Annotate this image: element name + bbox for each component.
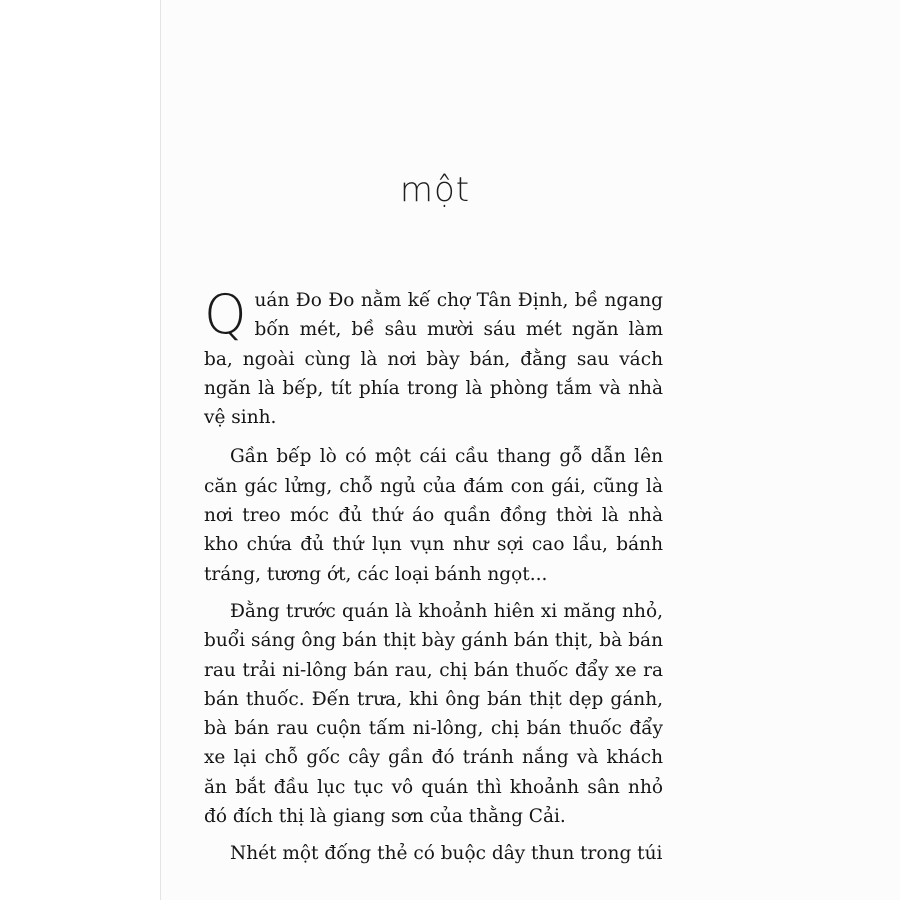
chapter-body	[204, 283, 663, 877]
paragraph-4: Nhét một đống thẻ có buộc dây thun trong túi	[230, 843, 663, 865]
paragraph-3: Đằng trước quán là khoảnh hiên xi măng nhỏ, buổi sáng ông bán thịt bày gánh bán thịt, bà bán rau trải ni-lông bán rau, chị bán thuốc đẩy xe ra bán thuốc. Đến trưa, khi ông bán thịt dẹp gánh, bà bán rau cuộn tấm ni-lông, chị bán thuốc đẩy xe lại chỗ gốc cây gần đó tránh nắng và khách ăn bắt đầu lục tục vô quán thì khoảnh sân nhỏ đó đích thị là giang sơn của thằng Cải.	[204, 600, 663, 828]
paragraph-1-text: uán Đo Đo nằm kế chợ Tân Định, bề ngang bốn mét, bề sâu mười sáu mét ngăn làm ba, ngoài cùng là nơi bày bán, đằng sau vách ngăn là bếp, tít phía trong là phòng tắm và nhà vệ sinh.	[204, 290, 663, 429]
paragraph-2: Gần bếp lò có một cái cầu thang gỗ dẫn lên căn gác lửng, chỗ ngủ của đám con gái, cũng là nơi treo móc đủ thứ áo quần đồng thời là nhà kho chứa đủ thứ lụn vụn như sợi cao lầu, bánh tráng, tương ớt, các loại bánh ngọt...	[204, 446, 663, 585]
paragraph-1	[204, 283, 663, 432]
drop-cap: Q	[204, 283, 247, 346]
chapter-title: một	[399, 170, 471, 210]
